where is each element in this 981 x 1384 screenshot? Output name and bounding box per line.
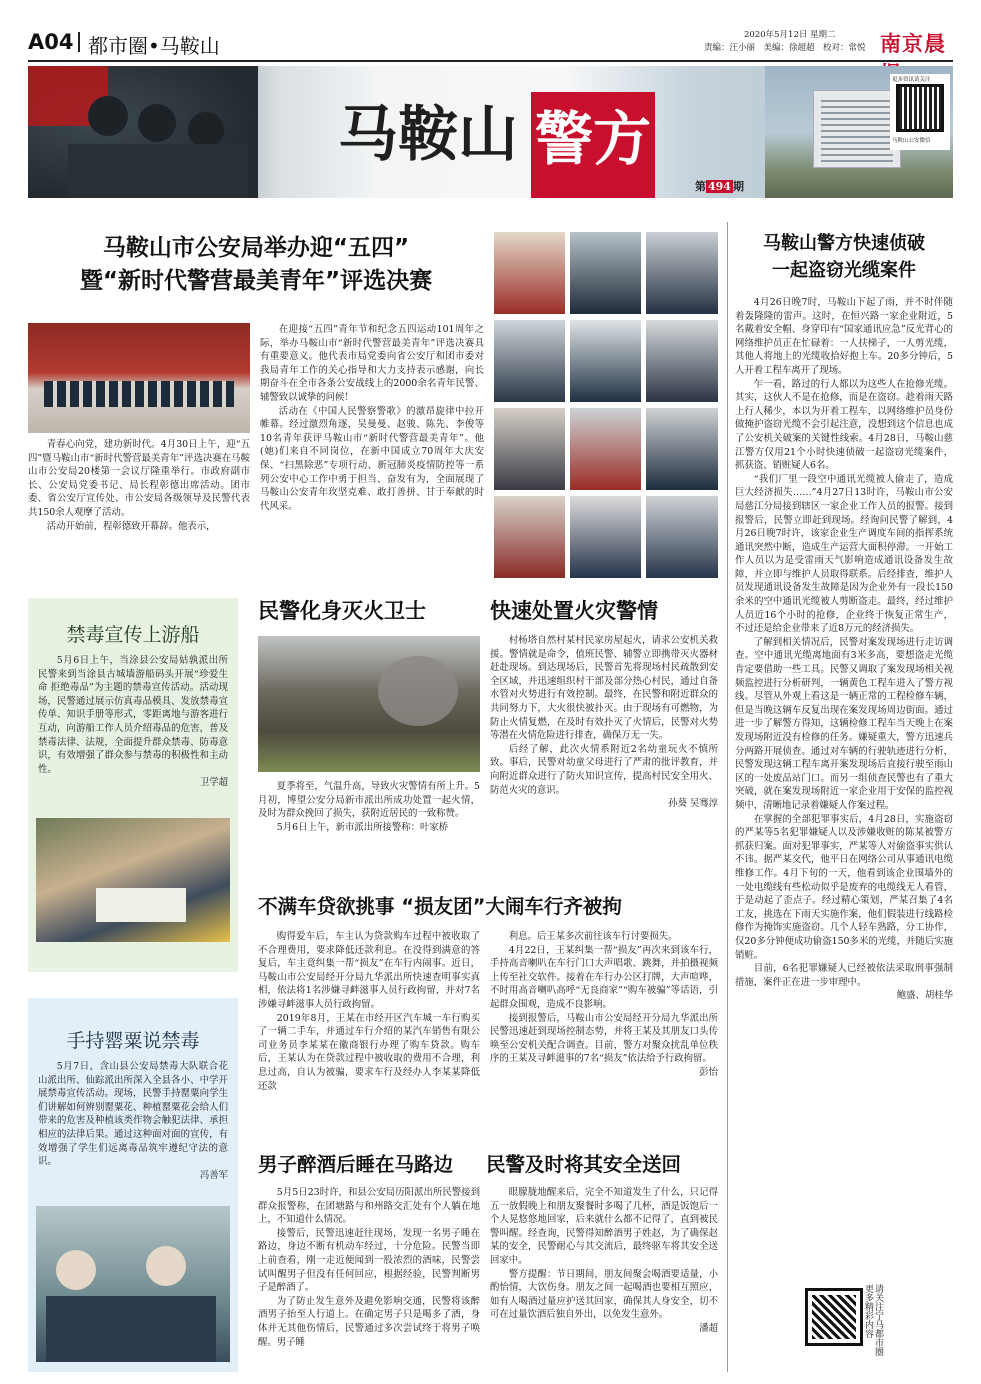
article-boat-body: [38, 654, 228, 790]
contestant-photo: [646, 496, 718, 578]
article-fire-right-text: [490, 634, 718, 811]
paragraph: 在迎接“五四”青年节和纪念五四运动101周年之际，举办马鞍山市“新时代警营最美青年”评选决赛具有重要意义。他代表市局党委向省公安厅和团市委对我局青年工作的关心指导和大力支持表示感谢，向长期奋斗在全市各条公安战线上的2000余名青年民警、辅警致以诚挚的问候！: [260, 324, 484, 403]
paragraph: 为了防止发生意外及避免影响交通，民警将该醉酒男子抬至人行道上。在确定男子只是喝多了酒，身体并无其他伤情后，民警通过多次尝试终于将男子唤醒。男子睡: [258, 1295, 480, 1348]
footer-qr-caption: 请关注宁马都市圈 更多精彩内容: [863, 1284, 883, 1365]
section-name: 都市圈•马鞍山: [88, 34, 220, 58]
paragraph: 5月6日上午，新市派出所接警称：叶家桥: [276, 821, 449, 833]
contestant-photo: [494, 232, 565, 314]
award-ceremony-photo: [28, 323, 250, 433]
paragraph: 夏季将至，气温升高，导致火灾警情有所上升。5月初，博望公安分局新市派出所成功处置一起火情，及时为群众挽回了损失，获附近居民的一致称赞。: [258, 781, 480, 820]
title-line-2: 暨“新时代警营最美青年”评选决赛: [79, 268, 433, 294]
paragraph: 活动在《中国人民警察警歌》的激昂旋律中拉开帷幕。经过激烈角逐，吴曼曼、赵骏、陈先、李俊等10名青年获评马鞍山市“新时代警营最美青年”。他(她)们来自不同岗位，在新中国成立70周年大庆安保、“扫黑除恶”专项行动、新冠肺炎疫情防控等一系列公安中心工作中勇于担当、奋发有为，全面展现了马鞍山公安青年玫坚克难、敢打善拼、甘于奉献的时代风采。: [260, 405, 484, 512]
byline: 彭怡: [699, 1066, 718, 1078]
paragraph: 5月6日上午，当涂县公安局姑孰派出所民警来到当涂县古城墙游船码头开展“珍爱生命 拒绝毒品”为主题的禁毒宣传活动。活动现场，民警通过展示仿真毒品模具、发放禁毒宣传单、知识手册等形式，零距离地与游客进行互动，向游船工作人员介绍毒品的危害，普及禁毒法律、法规，全面提升群众禁毒、防毒意识，有效增强了群众参与禁毒的积极性和主动性。: [38, 655, 228, 775]
article-car-title: 不满车贷欲挑事 “损友团”大闹车行齐被拘: [258, 895, 622, 918]
paragraph: 青春心向党，建功新时代。4月30日上午，迎“五四”暨马鞍山市“新时代警营最美青年”评选决赛在马鞍山市公安局20楼第一会议厅隆重举行。市政府副市长、公安局党委书记、局长程彰德出席活动。团市委、省公安厅宣传处、市公安局各级领导及民警代表共150余人观摩了活动。: [28, 439, 250, 518]
article-youth-col2: [260, 323, 484, 513]
paragraph: 后经了解，此次火情系附近2名幼童玩火不慎所致。事后，民警对幼童父母进行了严肃的批评教育，并向附近群众进行了防火知识宣传，提高村民安全用火、防范火灾的意识。: [490, 743, 718, 796]
article-youth-title: [28, 232, 484, 298]
contestant-photo-grid: [494, 232, 718, 584]
contestant-photo: [646, 408, 718, 490]
paragraph: 接警后，民警迅速赶往现场，发现一名男子睡在路边，身边不断有机动车经过，十分危险。民警当即上前查看，刚一走近便闻到一股浓烈的酒味，民警尝试叫醒男子但没有任何回应，根据经验，民警判断男子是醉酒了。: [258, 1227, 480, 1294]
article-drunk-title-right: 民警及时将其安全送回: [486, 1153, 682, 1176]
paragraph: “我们厂里一段空中通讯光缆被人偷走了，造成巨大经济损失……”4月27日13时许，马鞍山市公安局慈江分局接到辖区一家企业工作人员的报警。接到报警后，民警立即赶到现场。经询问民警了解到，4月26日晚7时许，该家企业生产调度车间的指挥系统通讯突然中断，造成生产运营大面积停滞。一开始工作人员以为是受雷雨天气影响造成通讯设备发生故障，并立即与维护人员取得联系。后经排查，维护人员发现通讯设备发生故障是因为企业外有一段长150余米的空中通讯光缆被人剪断盗走。最终，经过维护人员近16个小时的抢修，企业终于恢复正常生产，不过还是给企业带来了近8万元的经济损失。: [735, 473, 953, 635]
article-cable-theft: [735, 222, 953, 1372]
article-car-col2: [490, 930, 718, 1080]
paragraph: 4月26日晚7时，马鞍山下起了雨，并不时伴随着轰隆隆的雷声。这时，在恒兴路一家企业附近，5名戴着安全帽、身穿印有“国家通讯应急”反光背心的网络维护员正在忙碌着：一人扶梯子，一人剪光缆，其他人将地上的光缆收拾好抱上车。20多分钟后，5人开着工程车离开了现场。: [735, 297, 953, 376]
paragraph: 目前，6名犯罪嫌疑人已经被依法采取刑事强制措施，案件正在进一步审理中。: [735, 963, 953, 988]
byline: 潘超: [699, 1322, 718, 1334]
article-youth-col1: [28, 438, 250, 533]
paragraph: 5月7日，含山县公安局禁毒大队联合花山派出所、仙踪派出所深入全县各小、中学开展禁毒宣传活动。现场，民警手持罂粟向学生们讲解如何辨别罂粟花、种植罂粟花会给人们带来的危害及种植该类作物会触犯法律、承担相应的法律后果。通过这种面对面的宣传，有效增强了学生们远离毒品筑牢遵纪守法的意识。: [38, 1061, 228, 1168]
paragraph: 眼朦胧地醒来后，完全不知道发生了什么，只记得五一放假晚上和朋友聚餐时多喝了几杯，酒是饭饱后一个人晃悠悠地回家，后来就什么都不记得了，直到被民警叫醒。经查询，民警得知醉酒男子姓赵，为了确保赵某的安全，民警耐心与其交流后，最终驱车将其安全送回家中。: [490, 1187, 718, 1266]
article-cable-body: [735, 296, 953, 1003]
article-drunk-col1: [258, 1186, 480, 1349]
school-campaign-photo: [36, 1206, 230, 1362]
fire-scene-photo: [258, 636, 480, 772]
qr-caption-bottom: 马鞍山公安微信: [892, 138, 931, 144]
byline: 冯善军: [199, 1169, 228, 1181]
article-fire-left-text: [258, 780, 480, 834]
article-car-col1: [258, 930, 480, 1093]
paragraph: 警方提醒：节日期间，朋友间聚会喝酒要适量，小酌怡情，大饮伤身。朋友之间一起喝酒也要相互照应，如有人喝酒过量应护送其回家，确保其人身安全，切不可在过量饮酒后独自外出，以免发生意外。: [490, 1268, 718, 1321]
article-drunk-man: [258, 1150, 718, 1372]
paragraph: 4月22日，王某纠集一帮“损友”再次来到该车行，手持高音喇叭在车行门口大声唱歌、跳舞，并拍摄视频上传至社交软件。接着在车行办公区打牌，大声喧哗，不时用高音喇叭高呼“无良商家”“购车被骗”等话语，引起群众围观，造成不良影响。: [490, 944, 718, 1010]
panel-poppy: [28, 998, 238, 1372]
article-drunk-title-left: 男子醉酒后睡在马路边: [258, 1153, 454, 1176]
paragraph: 乍一看，路过的行人都以为这些人在抢修光缆。其实，这伙人不是在抢修，而是在盗窃。趁着雨天路上行人稀少，本以为开着工程车，以网络维护员身份做掩护盗窃光缆不会引起注意，没想到这个信息也成了公安机关破案的关键性线索。4月28日，马鞍山慈江警方仅用21个小时快速侦破一起盗窃光缆案件，抓获盗、销赃疑人6名。: [735, 378, 953, 472]
banner-qr-box: [890, 74, 950, 150]
title-line-1: 马鞍山警方快速侦破: [763, 233, 925, 254]
title-line-2: 一起盗窃光缆案件: [772, 260, 916, 281]
article-boat-title: 禁毒宣传上游船: [66, 624, 200, 646]
editor-credits: 责编：汪小丽 美编：徐超超 校对：常悦: [704, 43, 866, 53]
newspaper-logo: 南京晨: [880, 31, 946, 56]
page-number: A04: [28, 30, 74, 54]
byline: 卫学超: [199, 777, 228, 789]
contestant-photo: [494, 496, 565, 578]
contestant-photo: [646, 320, 718, 402]
footer-qr-code-icon: [805, 1288, 863, 1346]
qr-code-icon: [896, 84, 944, 132]
article-fire-title-right: 快速处置火灾警情: [490, 599, 658, 623]
contestant-photo: [494, 320, 565, 402]
paragraph: 村杨塔自然村某村民家房屋起火，请求公安机关救援。警情就是命令，值班民警、辅警立即携带灭火器材赶赴现场。到达现场后，民警首先将现场村民疏散到安全区域，并迅速组织村干部及部分热心村民，通过自备水管对火势进行有效控制。最终，在民警和附近群众的共同努力下，大火很快被扑灭。由于现场有可燃物，为防止火情复燃，在及时有效扑灭了火情后，民警对火势等潜在火情危险进行排查，确保万无一失。: [490, 635, 718, 742]
paragraph: 2019年8月，王某在市经开区汽车城一车行购买了一辆二手车，并通过车行介绍的某汽车销售有限公司业务员李某某在徽商银行办理了购车贷款。购车后，王某认为在贷款过程中被收取的费用不合理，利息过高，自认为被骗，要求车行及经办人李某某降低还款: [258, 1012, 480, 1092]
paragraph: 利息。后王某多次前往该车行讨要损失。: [508, 931, 678, 942]
paragraph: 接到报警后，马鞍山市公安局经开分局九华派出所民警迅速赶到现场控制态势，并将王某及其朋友口头传唤至公安机关配合调查。目前，警方对聚众扰乱单位秩序的王某及寻衅滋事的7名“损友”依法给予行政拘留。: [490, 1012, 718, 1065]
banner: [28, 66, 953, 198]
paragraph: 在掌握的全部犯罪事实后，4月28日，实施盗窃的严某等5名犯罪嫌疑人以及涉嫌收赃的陈某被警方抓获归案。面对犯罪事实，严某等人对偷盗事实供认不讳。据严某交代，他平日在网络公司从事通讯电缆维修工作。4月下旬的一天，他看到该企业围墙外的一处电缆线有些松动似乎是废弃的电缆线无人看管，于是动起了歪点子。经过精心策划，严某召集了4名工友，挑选在下雨天实施作案，他们假装进行线路检修作为掩饰实施盗窃。几个人轻车熟路，分工协作，仅20多分钟便成功偷盗150多米的光缆，并随后实施销赃。: [735, 813, 953, 961]
article-drunk-col2: [490, 1186, 718, 1336]
contestant-photo: [570, 320, 641, 402]
article-car-loan: [258, 892, 718, 1124]
title-line-1: 马鞍山市公安局举办迎“五四”: [102, 235, 410, 261]
article-youth-contest: [28, 210, 484, 562]
article-poppy-title: 手持罂粟说禁毒: [66, 1030, 200, 1052]
page-number-divider: [78, 32, 80, 52]
paragraph: 购得爱车后，车主认为贷款购车过程中被收取了不合理费用，要求降低还款利息。在没得到满意的答复后，车主竟纠集一帮“损友”在车行内闹事。近日，马鞍山市公安局经开分局九华派出所快速查明事实真相，依法将1名涉嫌寻衅滋事人员行政拘留，并对7名涉嫌寻衅滋事人员行政拘留。: [258, 931, 480, 1010]
paragraph: 5月5日23时许，和县公安局历阳派出所民警接到群众报警称，在团塘路与和州路交汇处有个人躺在地上，不知道什么情况。: [258, 1187, 480, 1226]
paragraph: 了解到相关情况后，民警对案发现场进行走访调查。空中通讯光缆离地面有3米多高，要想盗走光缆肯定要借助一些工具。民警又调取了案发现场相关视频监控进行分析研判，一辆黄色工程车进入了警方视线。尽管从外观上看这是一辆正常的工程检修车辆，但是当晚这辆车反复出现在案发现场周边街面。通过进一步了解警方得知，这辆检修工程车当天晚上在案发现场附近没有检修的任务。嫌疑重大，警方迅速兵分两路开展侦查。通过对车辆的行驶轨迹进行分析，民警发现这辆工程车离开案发现场后直接行驶至雨山区的一处废品站门口。而另一组侦查民警也有了重大突破，就在案发现场附近一家企业用于安保的监控视频中，清晰地记录着嫌疑人作案过程。: [735, 636, 953, 811]
police-group-photo: [28, 66, 258, 198]
article-poppy-body: [38, 1060, 228, 1182]
issue-number: [695, 178, 744, 194]
issue-suffix: 期: [732, 180, 744, 193]
byline: 鲍盛、胡桂华: [896, 990, 953, 1002]
issue-date: 2020年5月12日 星期二: [744, 30, 836, 40]
boat-campaign-photo: [36, 818, 230, 942]
column-divider: [727, 222, 728, 1372]
contestant-photo: [570, 408, 641, 490]
article-fire: [258, 596, 718, 852]
header-rule: [28, 60, 953, 62]
article-cable-title: [735, 230, 953, 284]
banner-title-highlight: 警方: [535, 105, 652, 173]
paragraph: 活动开始前，程彰德致开幕辞。他表示，: [46, 520, 216, 532]
banner-title-box: [531, 92, 655, 198]
issue-prefix: 第: [695, 180, 706, 193]
byline: 孙葵 吴骞淳: [668, 798, 718, 810]
contestant-photo: [570, 232, 641, 314]
contestant-photo: [494, 408, 565, 490]
panel-drug-boat: [28, 598, 238, 972]
qr-caption-top: 更多资讯请关注: [892, 77, 931, 83]
contestant-photo: [646, 232, 718, 314]
contestant-photo: [570, 496, 641, 578]
banner-title: 马鞍山: [338, 100, 518, 170]
page-header: [28, 28, 953, 58]
article-fire-title-left: 民警化身灭火卫士: [258, 599, 426, 623]
issue-value: 494: [708, 180, 731, 193]
